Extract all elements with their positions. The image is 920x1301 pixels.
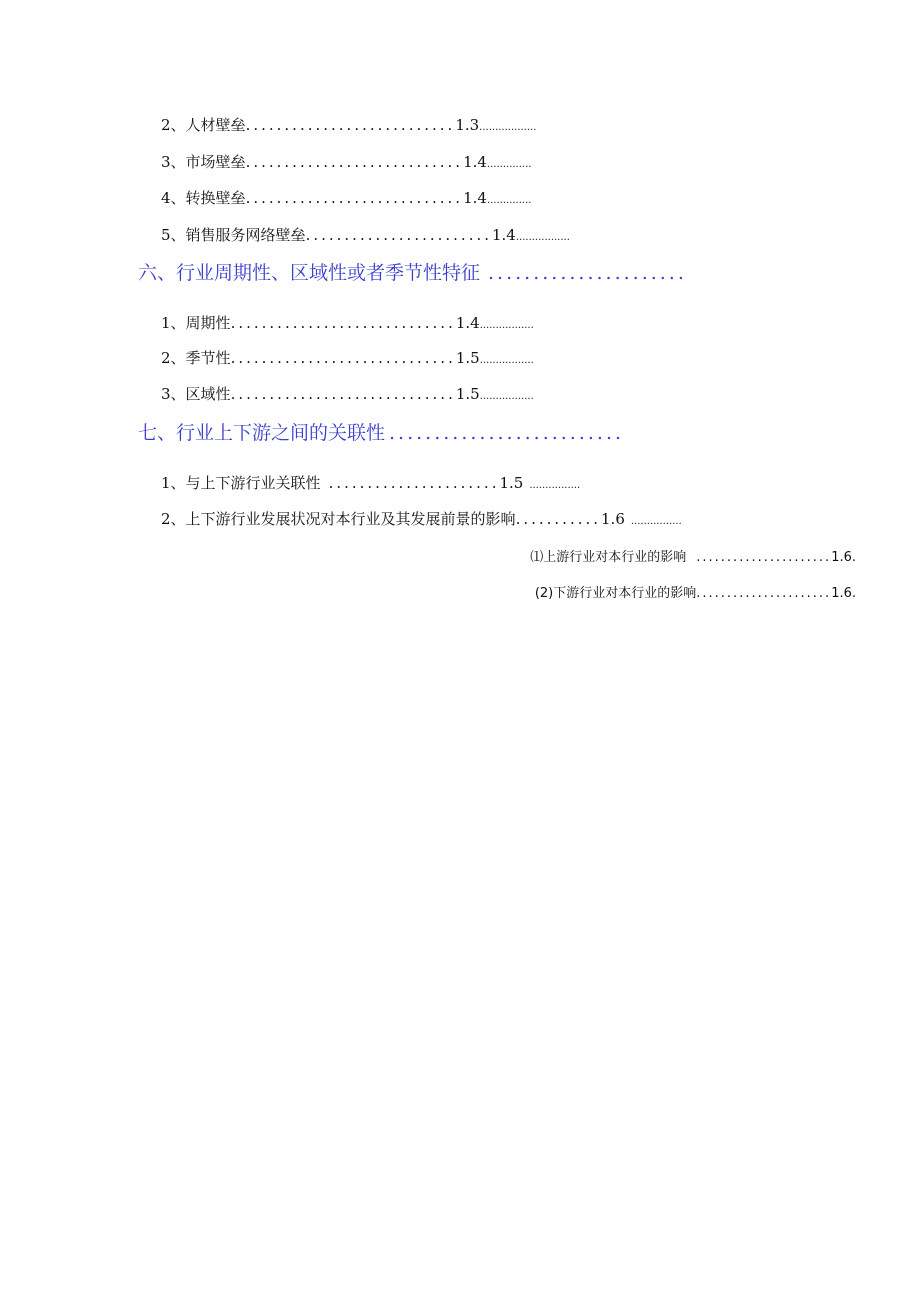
dot-leader: ........................ [305, 226, 492, 244]
toc-entry[interactable] [161, 118, 536, 133]
dot-leader: ...................... [696, 550, 832, 565]
trailing-dots: ................. [479, 320, 534, 331]
page-number: 1.3 [455, 116, 480, 134]
dot-leader: ............................ [245, 153, 464, 171]
page-number: 1.4 [463, 189, 487, 207]
dot-leader: ...................... [696, 586, 832, 601]
page-number: 1.4 [463, 153, 487, 171]
entry-title: 下游行业对本行业的影响 [553, 586, 697, 601]
page-number: 1.5 [499, 474, 524, 492]
trailing-dots: .............. [486, 159, 532, 170]
entry-number: 5、 [161, 226, 186, 244]
trailing-dots: ................ [529, 480, 581, 491]
toc-entry[interactable] [161, 351, 534, 366]
toc-entry[interactable] [161, 191, 531, 206]
page-number: 1.6. [831, 586, 856, 601]
toc-sub-entry[interactable] [530, 551, 856, 564]
trailing-dots: ................ [630, 516, 682, 527]
page-number: 1.5 [455, 349, 480, 367]
toc-entry[interactable] [161, 512, 682, 527]
dot-leader: ...................... [488, 262, 687, 284]
toc-section-heading[interactable] [138, 424, 624, 443]
entry-number: ⑴ [530, 550, 544, 565]
dot-leader: ........... [515, 510, 602, 528]
dot-leader: ............................. [230, 349, 456, 367]
toc-sub-entry[interactable] [535, 587, 856, 600]
entry-title: 市场壁垒 [185, 153, 246, 171]
entry-title: 人材壁垒 [185, 116, 246, 134]
entry-title: 季节性 [185, 349, 231, 367]
entry-title: 转换壁垒 [185, 189, 246, 207]
trailing-dots: .................. [479, 122, 537, 133]
trailing-dots: ................. [479, 355, 534, 366]
trailing-dots: ................. [515, 232, 570, 243]
page-number: 1.6 [601, 510, 625, 528]
toc-entry[interactable] [161, 155, 531, 170]
dot-leader: .......................... [389, 422, 625, 444]
entry-title: 与上下游行业关联性 [185, 474, 321, 492]
toc-entry[interactable] [161, 316, 534, 331]
entry-title: 上游行业对本行业的影响 [543, 550, 687, 565]
entry-title: 上下游行业发展状况对本行业及其发展前景的影响 [185, 510, 516, 528]
entry-number: 2、 [161, 116, 186, 134]
toc-entry[interactable] [161, 387, 534, 402]
trailing-dots: .............. [486, 195, 532, 206]
entry-title: 周期性 [185, 314, 231, 332]
page-number: 1.4 [455, 314, 480, 332]
dot-leader: ............................ [245, 189, 464, 207]
toc-section-heading[interactable] [138, 264, 687, 283]
entry-number: 1、 [161, 314, 186, 332]
entry-title: 区域性 [185, 385, 231, 403]
dot-leader: ...................... [328, 474, 500, 492]
dot-leader: ............................. [230, 385, 456, 403]
entry-number: 3、 [161, 385, 186, 403]
entry-number: 2、 [161, 349, 186, 367]
toc-entry[interactable] [161, 228, 570, 243]
section-title: 六、行业周期性、区域性或者季节性特征 [138, 262, 481, 284]
entry-number: 3、 [161, 153, 186, 171]
dot-leader: ............................. [230, 314, 456, 332]
page-number: 1.4 [492, 226, 516, 244]
trailing-dots: ................. [479, 391, 534, 402]
page-number: 1.6. [831, 550, 856, 565]
entry-title: 销售服务网络壁垒 [185, 226, 306, 244]
entry-number: 4、 [161, 189, 186, 207]
page-number: 1.5 [455, 385, 480, 403]
toc-entry[interactable] [161, 476, 580, 491]
section-title: 七、行业上下游之间的关联性 [138, 422, 386, 444]
dot-leader: ........................... [245, 116, 456, 134]
entry-number: (2) [534, 586, 554, 601]
entry-number: 2、 [161, 510, 186, 528]
entry-number: 1、 [161, 474, 186, 492]
